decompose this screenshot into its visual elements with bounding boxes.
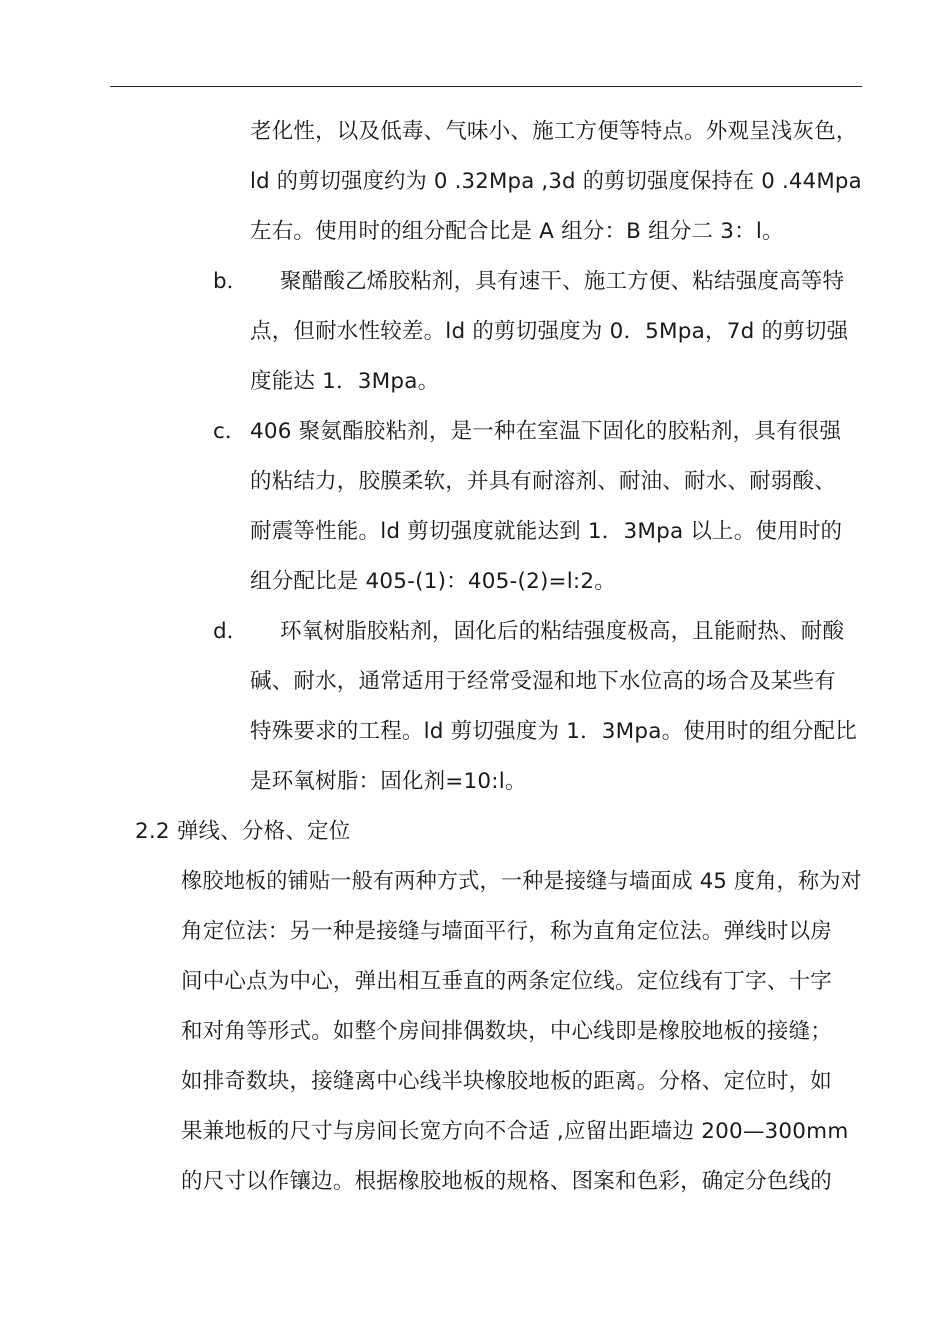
text-line: 特殊要求的工程。ld 剪切强度为 1．3Mpa。使用时的组分配比 — [250, 719, 857, 744]
text-line: 点，但耐水性较差。ld 的剪切强度为 0．5Mpa，7d 的剪切强 — [250, 319, 849, 344]
text-line: 碱、耐水，通常适用于经常受湿和地下水位高的场合及某些有 — [250, 669, 836, 694]
text-line: 如排奇数块，接缝离中心线半块橡胶地板的距离。分格、定位时，如 — [181, 1069, 833, 1094]
text-line: 406 聚氨酯胶粘剂，是一种在室温下固化的胶粘剂，具有很强 — [250, 419, 842, 444]
text-line: ld 的剪切强度约为 0 .32Mpa ,3d 的剪切强度保持在 0 .44Mpa — [250, 169, 862, 194]
header-rule — [110, 86, 862, 87]
list-marker: d． — [213, 619, 249, 644]
list-marker: b． — [213, 269, 249, 294]
section-heading: 2.2 弹线、分格、定位 — [135, 819, 351, 844]
text-line: 果兼地板的尺寸与房间长宽方向不合适 ,应留出距墙边 200—300mm — [181, 1119, 849, 1144]
text-line: 左右。使用时的组分配合比是 A 组分：B 组分二 3：l。 — [250, 219, 784, 244]
text-line: 的粘结力，胶膜柔软，并具有耐溶剂、耐油、耐水、耐弱酸、 — [250, 469, 836, 494]
text-line: 橡胶地板的铺贴一般有两种方式，一种是接缝与墙面成 45 度角，称为对 — [181, 869, 862, 894]
list-marker: c． — [213, 419, 247, 444]
text-line: 是环氧树脂：固化剂=10:l。 — [250, 769, 527, 794]
text-line: 和对角等形式。如整个房间排偶数块，中心线即是橡胶地板的接缝； — [181, 1019, 833, 1044]
text-line: 聚醋酸乙烯胶粘剂，具有速干、施工方便、粘结强度高等特 — [280, 269, 845, 294]
text-line: 角定位法：另一种是接缝与墙面平行，称为直角定位法。弹线时以房 — [181, 919, 833, 944]
text-line: 组分配比是 405-(1)：405-(2)=l:2。 — [250, 569, 616, 594]
text-line: 环氧树脂胶粘剂，固化后的粘结强度极高，且能耐热、耐酸 — [280, 619, 845, 644]
text-line: 的尺寸以作镶边。根据橡胶地板的规格、图案和色彩，确定分色线的 — [181, 1169, 833, 1194]
text-line: 耐震等性能。ld 剪切强度就能达到 1．3Mpa 以上。使用时的 — [250, 519, 843, 544]
text-line: 老化性，以及低毒、气味小、施工方便等特点。外观呈浅灰色， — [250, 119, 858, 144]
text-line: 度能达 1．3Mpa。 — [250, 369, 440, 394]
text-line: 间中心点为中心，弹出相互垂直的两条定位线。定位线有丁字、十字 — [181, 969, 833, 994]
